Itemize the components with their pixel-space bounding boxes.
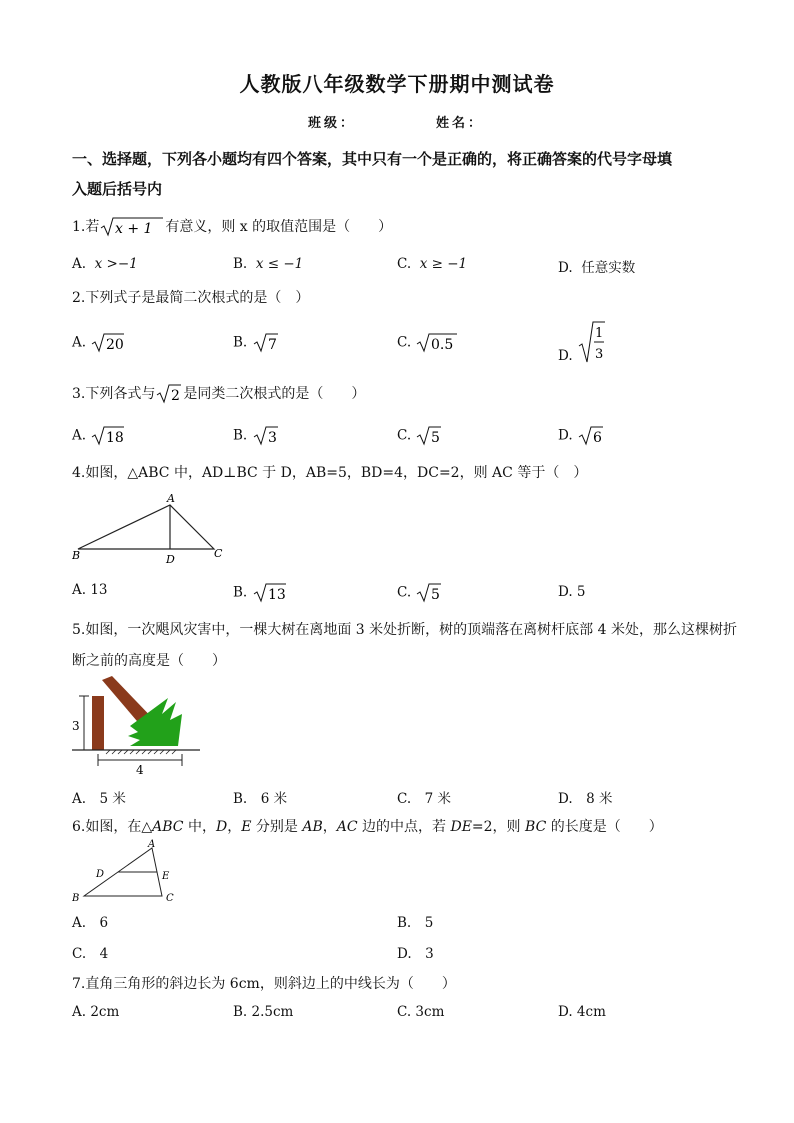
svg-text:20: 20: [106, 337, 125, 353]
sqrt-sign: [415, 582, 443, 604]
sqrt-sign: [90, 425, 126, 447]
q5-option-a: A. 5 米: [72, 791, 126, 807]
svg-text:6: 6: [592, 430, 602, 446]
class-label: 班级：: [308, 116, 357, 131]
q7-option-b: B. 2.5cm: [233, 1004, 294, 1020]
svg-text:5: 5: [431, 430, 441, 446]
distance-label: 4: [136, 763, 144, 776]
label-c: C: [214, 547, 223, 560]
question-3-stem: 3.下列各式与 2 是同类二次根式的是（ ）: [72, 383, 365, 405]
sqrt-sign: [252, 425, 280, 447]
question-7-stem: 7.直角三角形的斜边长为 6cm，则斜边上的中线长为（ ）: [72, 976, 456, 992]
label-d: D: [96, 869, 105, 880]
svg-text:18: 18: [106, 430, 125, 446]
sqrt-sign: [155, 383, 183, 405]
sqrt-sign: [415, 332, 459, 354]
sqrt-sign: [252, 582, 288, 604]
q6-option-a: A. 6: [72, 915, 109, 931]
sqrt-sign: [577, 425, 605, 447]
question-6-stem: 6.如图，在△ABC 中，D，E 分别是 AB，AC 边的中点，若 DE=2，则 BC 的长度是（ ）: [72, 819, 663, 835]
sqrt-sign: [252, 332, 280, 354]
q7-option-a: A. 2cm: [72, 1004, 120, 1020]
q1-option-a: A. x >−1: [72, 256, 138, 272]
svg-text:7: 7: [267, 337, 277, 353]
q4-option-c: C. 5: [397, 582, 443, 604]
sqrt-sign: [90, 332, 126, 354]
section-heading: [72, 144, 732, 204]
page-title: 人教版八年级数学下册期中测试卷: [239, 72, 555, 96]
q7-option-c: C. 3cm: [397, 1004, 445, 1020]
label-d: D: [166, 553, 175, 566]
q1-option-d: D. 任意实数: [558, 260, 636, 276]
height-label: 3: [72, 719, 80, 733]
q5-option-c: C. 7 米: [397, 791, 452, 807]
q1-option-b: B. x ≤ −1: [233, 256, 304, 272]
svg-text:3: 3: [594, 347, 604, 362]
q5-option-d: D. 8 米: [558, 791, 613, 807]
q3-option-c: C. 5: [397, 425, 443, 447]
q4-option-a: A. 13: [72, 582, 108, 598]
question-4-stem: 4.如图，△ABC 中，AD⊥BC 于 D，AB=5，BD=4，DC=2，则 AC 等于（ ）: [72, 465, 588, 481]
label-a: A: [167, 492, 175, 505]
q5-option-b: B. 6 米: [233, 791, 288, 807]
q3-option-a: A. 18: [72, 425, 126, 447]
section-heading-line1: 一、选择题，下列各小题均有四个答案，其中只有一个是正确的，将正确答案的代号字母填: [72, 150, 673, 168]
q7-option-d: D. 4cm: [558, 1004, 606, 1020]
q4-option-d: D. 5: [558, 584, 586, 600]
name-label: 姓名：: [436, 116, 485, 131]
question-2-stem: 2.下列式子是最简二次根式的是（ ）: [72, 290, 310, 306]
q2-option-d: D. 1 3: [558, 320, 607, 364]
question-5-line2: 断之前的高度是（ ）: [72, 653, 226, 669]
label-b: B: [72, 549, 81, 562]
q4-option-b: B. 13: [233, 582, 288, 604]
sqrt-sign: [577, 320, 607, 364]
svg-text:13: 13: [267, 587, 286, 603]
q2-option-b: B. 7: [233, 332, 280, 354]
q1-option-c: C. x ≥ −1: [397, 256, 468, 272]
svg-text:5: 5: [431, 587, 441, 603]
label-a: A: [148, 839, 156, 850]
q3-option-b: B. 3: [233, 425, 280, 447]
q6-option-c: C. 4: [72, 946, 109, 962]
q3-option-d: D. 6: [558, 425, 605, 447]
q6-option-b: B. 5: [397, 915, 434, 931]
section-heading-line2: 入题后括号内: [72, 180, 163, 198]
q6-option-d: D. 3: [397, 946, 434, 962]
label-c: C: [166, 893, 174, 904]
sqrt-sign: [99, 216, 165, 238]
sqrt-sign: [415, 425, 443, 447]
q4-triangle-figure: [72, 492, 232, 568]
svg-text:1: 1: [594, 326, 604, 341]
q1-radicand: x + 1: [115, 221, 153, 237]
question-1-stem: [72, 216, 392, 238]
svg-text:2: 2: [171, 388, 181, 404]
svg-text:3: 3: [267, 430, 277, 446]
q2-option-c: C. 0.5: [397, 332, 459, 354]
q2-option-a: A. 20: [72, 332, 126, 354]
q1-prefix: 1.若: [72, 219, 100, 235]
question-5-line1: 5.如图，一次飓风灾害中，一棵大树在离地面 3 米处折断，树的顶端落在离树杆底部 4 米处，那么这棵树折: [72, 622, 737, 638]
label-e: E: [162, 871, 170, 882]
q5-tree-figure: [72, 674, 200, 776]
svg-text:0.5: 0.5: [431, 337, 454, 353]
q1-suffix: 有意义，则 x 的取值范围是（ ）: [165, 219, 393, 235]
q6-triangle-figure: [72, 838, 182, 904]
label-b: B: [72, 893, 80, 904]
